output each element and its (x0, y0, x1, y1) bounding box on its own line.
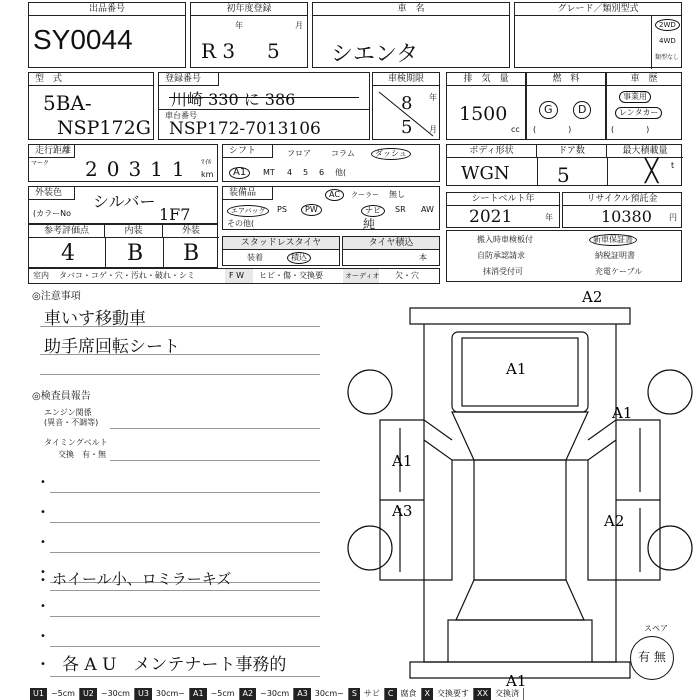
max-load: ╳ (645, 159, 659, 184)
recycle-amount: 10380 (601, 207, 652, 226)
inspection-label: 車検期限 (373, 73, 439, 86)
displacement-unit: cc (511, 125, 520, 134)
model-value-2: NSP172G (57, 117, 151, 139)
legend-val-x: 交換要す (433, 688, 474, 700)
seatbelt-year: 2021 (469, 207, 513, 227)
chassis-label: 車台番号 (165, 111, 197, 120)
displacement-box (446, 72, 526, 140)
mark-a1-rear: A1 (506, 672, 527, 686)
legend-key-a2: A2 (240, 688, 257, 700)
strip-interior-label: 室内 (33, 271, 49, 280)
mark-a1-hood: A1 (506, 360, 527, 378)
studless-label: スタッドレスタイヤ (223, 237, 339, 250)
doors: 5 (557, 163, 570, 187)
car-name-label: 車 名 (313, 3, 509, 16)
body-col-1 (537, 158, 538, 186)
spare-value: 有 無 (638, 650, 666, 664)
equipment-box (222, 186, 440, 230)
lot-number: SY0044 (33, 24, 133, 55)
equip-navi: ナビ (361, 205, 385, 217)
notes-rule-3 (40, 374, 320, 375)
legend-key-s: S (349, 688, 360, 700)
first-registration-box (190, 2, 308, 68)
equip-ps: PS (277, 205, 287, 214)
fuel-d: D (573, 101, 591, 119)
bullet-rule-2 (50, 522, 320, 523)
reg-strike (169, 97, 359, 98)
legend-val-s: サビ (360, 688, 385, 700)
inspector-rule-engine (110, 428, 320, 429)
body-box (446, 144, 682, 186)
equip-airbag: エアバッグ (227, 205, 269, 217)
bullet-rule-6 (50, 616, 320, 617)
legend-key-xx: XX (474, 688, 491, 700)
equip-ac: AC (325, 189, 344, 201)
documents-box (446, 230, 682, 282)
legend-val-a2: ~30cm (256, 688, 294, 700)
history-box (606, 72, 682, 140)
model-value-1: 5BA- (43, 91, 92, 115)
tire-box (342, 236, 440, 266)
legend-key-a3: A3 (294, 688, 311, 700)
bullet-rule-8 (50, 676, 320, 677)
equip-aw: AW (421, 205, 434, 214)
history-business: 事業用 (619, 91, 651, 103)
seatbelt-box (446, 192, 560, 228)
studless-opt2: 積込 (287, 252, 311, 264)
bullet-3: • (40, 537, 46, 548)
equip-other-label: その他( (227, 219, 255, 228)
mark-a2-front: A2 (582, 290, 603, 306)
car-name-box (312, 2, 510, 68)
history-paren: ( ) (611, 125, 650, 134)
drive-2wd: 2WD (655, 19, 680, 31)
legend-key-x: X (422, 688, 433, 700)
mileage-box (28, 144, 218, 182)
notes-line-1: 車いす移動車 (44, 309, 146, 329)
equip-pw: PW (301, 204, 322, 216)
seatbelt-unit: 年 (545, 213, 553, 222)
inspection-month: 5 (401, 117, 413, 138)
mark-a3-left-rear: A3 (392, 502, 413, 520)
shift-other: 他( (335, 168, 347, 177)
bullet-rule-3 (50, 552, 320, 553)
inspector-engine-label: エンジン関係 (44, 408, 92, 417)
spare-label: スペア (644, 624, 668, 633)
drive-4wd: 4WD (659, 37, 676, 45)
inspector-timing-label: タイミングベルト (44, 438, 108, 447)
displacement-label: 排 気 量 (447, 73, 525, 86)
inspector-engine-sub: (異音・不調等) (44, 418, 99, 427)
notes-line-2: 助手席回転シート (44, 337, 180, 357)
bullet-4: • (40, 567, 46, 578)
mark-a2-right-rear: A2 (604, 512, 625, 530)
studless-box (222, 236, 340, 266)
legend-key-u1: U1 (30, 688, 47, 700)
recycle-label: リサイクル預託金 (563, 193, 681, 206)
doc-item-3: 抹消受付可 (483, 267, 523, 276)
inspection-box (372, 72, 440, 140)
shift-box (222, 144, 440, 182)
mileage-unit-km: km (201, 170, 214, 179)
ref-grade: 4 (61, 241, 75, 266)
doc-item-1: 搬入時車検板付 (477, 235, 533, 244)
bullet-2: • (40, 507, 46, 518)
reg-divider (159, 109, 369, 110)
doc-item-6: 充電ケーブル (595, 267, 643, 276)
registration-box (158, 72, 370, 140)
strip-audio-items: 欠・穴 (395, 271, 419, 280)
color-no: 1F7 (159, 205, 191, 224)
bullet-8-text: 各 A U メンテナート事務的 (62, 655, 287, 675)
bullet-5-text: ホイール小、ロミラーキズ (52, 570, 232, 588)
legend-val-xx: 交換済 (491, 688, 524, 700)
shift-dash: ダッシュ (371, 148, 411, 160)
bullet-7: • (40, 631, 46, 642)
reg-number-label: 登録番号 (159, 73, 219, 86)
exterior-grade-label: 外装 (163, 225, 219, 238)
strip-audio-label: オーディオ (345, 272, 380, 280)
shift-floor: フロア (287, 149, 311, 158)
inspector-timing-sub: 交換 有・無 (58, 450, 106, 459)
ref-grade-label: 参考評価点 (29, 225, 105, 238)
inspection-year-label: 年 (429, 93, 437, 102)
max-load-unit: t (671, 161, 675, 170)
shift-4: 4 (287, 168, 293, 177)
inspection-strike (373, 86, 441, 141)
legend-val-u3: 30cm~ (152, 688, 190, 700)
shift-label: シフト (223, 145, 273, 158)
reg-number: 川崎 330 に 386 (171, 90, 296, 109)
interior-grade-label: 内装 (105, 225, 163, 238)
color-value: シルバー (93, 192, 156, 211)
model-label: 型 式 (29, 73, 153, 86)
drive-note: 類型なし (655, 54, 680, 61)
legend-key-u3: U3 (135, 688, 152, 700)
shift-column: コラム (331, 149, 355, 158)
lot-number-box (28, 2, 186, 68)
interior-grade: B (127, 241, 144, 266)
fuel-label: 燃 料 (527, 73, 605, 86)
history-label: 車 歴 (607, 73, 681, 86)
tire-label: タイヤ積込 (343, 237, 439, 250)
history-rental: レンタカー (615, 107, 662, 119)
year-label: 年 (235, 21, 243, 30)
legend-key-a1: A1 (190, 688, 207, 700)
shift-6: 6 (319, 168, 325, 177)
grade-box (514, 2, 682, 68)
doors-label: ドア数 (537, 145, 607, 158)
bullet-5: • (40, 575, 46, 586)
mileage-mark-label: マーク (31, 160, 50, 167)
body-type: WGN (461, 163, 510, 184)
bullet-8: • (40, 659, 46, 670)
grades-col-2 (163, 238, 164, 268)
strip-fw-items: ヒビ・傷・交換要 (259, 271, 323, 280)
shift-5: 5 (303, 168, 309, 177)
bullet-rule-1 (50, 492, 320, 493)
legend-val-u2: ~30cm (97, 688, 135, 700)
displacement-value: 1500 (459, 103, 508, 125)
first-reg-year: R 3 (201, 39, 236, 63)
exterior-grade: B (183, 241, 200, 266)
legend-val-c: 腐食 (397, 688, 422, 700)
grades-col-1 (105, 238, 106, 268)
doc-item-5: 納税証明書 (595, 251, 635, 260)
notes-rule-1 (40, 326, 320, 327)
studless-opt1: 装着 (247, 253, 263, 262)
grade-label: グレード／類別型式 (515, 3, 681, 16)
strip-fw-label: F W (229, 271, 245, 280)
notes-rule-2 (40, 354, 320, 355)
bullet-1: • (40, 477, 46, 488)
grades-box (28, 224, 218, 268)
recycle-unit: 円 (669, 213, 677, 222)
bullet-rule-5 (50, 590, 320, 591)
legend-val-a1: ~5cm (207, 688, 240, 700)
mileage-unit-mile: ﾏｲﾙ (201, 158, 212, 166)
notes-title: ◎注意事項 (32, 291, 81, 302)
inspector-title: ◎検査員報告 (32, 391, 91, 402)
recycle-box (562, 192, 682, 228)
shift-mt: MT (263, 168, 275, 177)
bullet-rule-7 (50, 646, 320, 647)
legend-key-u2: U2 (80, 688, 97, 700)
fuel-g: G (539, 101, 558, 119)
legend-val-u1: ~5cm (47, 688, 80, 700)
month-label: 月 (295, 21, 303, 30)
first-registration-label: 初年度登録 (191, 3, 307, 16)
bullet-6: • (40, 601, 46, 612)
shift-at: A1 (229, 167, 250, 179)
legend-key-c: C (385, 688, 397, 700)
chassis-number: NSP172-7013106 (169, 119, 321, 139)
equip-none: 無し (389, 190, 405, 199)
model-box (28, 72, 154, 140)
max-load-label: 最大積載量 (607, 145, 683, 158)
inspector-rule-timing (110, 460, 320, 461)
tire-value: 本 (419, 253, 427, 262)
body-col-2 (607, 158, 608, 186)
equipment-label: 装備品 (223, 187, 273, 200)
strip-interior-items: タバコ・コゲ・穴・汚れ・破れ・シミ (59, 271, 195, 280)
fuel-paren: ( ) (533, 125, 572, 134)
mark-a1-left-front: A1 (392, 452, 413, 470)
legend-bar (30, 688, 700, 700)
equip-cooler: クーラー (351, 191, 379, 199)
condition-strip (28, 268, 440, 284)
first-reg-month: 5 (267, 39, 280, 63)
color-box (28, 186, 218, 224)
car-name: シエンタ (331, 42, 419, 67)
mileage-label: 走行距離 (29, 145, 75, 158)
color-no-label: (カラーNo (33, 209, 71, 218)
doc-item-4: 新車保証書 (589, 234, 637, 246)
legend-val-a3: 30cm~ (311, 688, 349, 700)
fuel-box (526, 72, 606, 140)
lot-number-label: 出品番号 (29, 3, 185, 16)
mark-a1-right-front: A1 (612, 404, 633, 422)
doc-item-2: 自防承認請求 (477, 251, 525, 260)
inspection-month-label: 月 (429, 125, 437, 134)
inspection-year: 8 (401, 93, 413, 114)
equip-sr: SR (395, 205, 406, 214)
seatbelt-label: シートベルト年 (447, 193, 559, 206)
body-type-label: ボディ形状 (447, 145, 537, 158)
mileage-value: 20311 (85, 157, 194, 181)
color-label: 外装色 (29, 187, 75, 200)
equip-other-value: 純 (363, 217, 376, 231)
